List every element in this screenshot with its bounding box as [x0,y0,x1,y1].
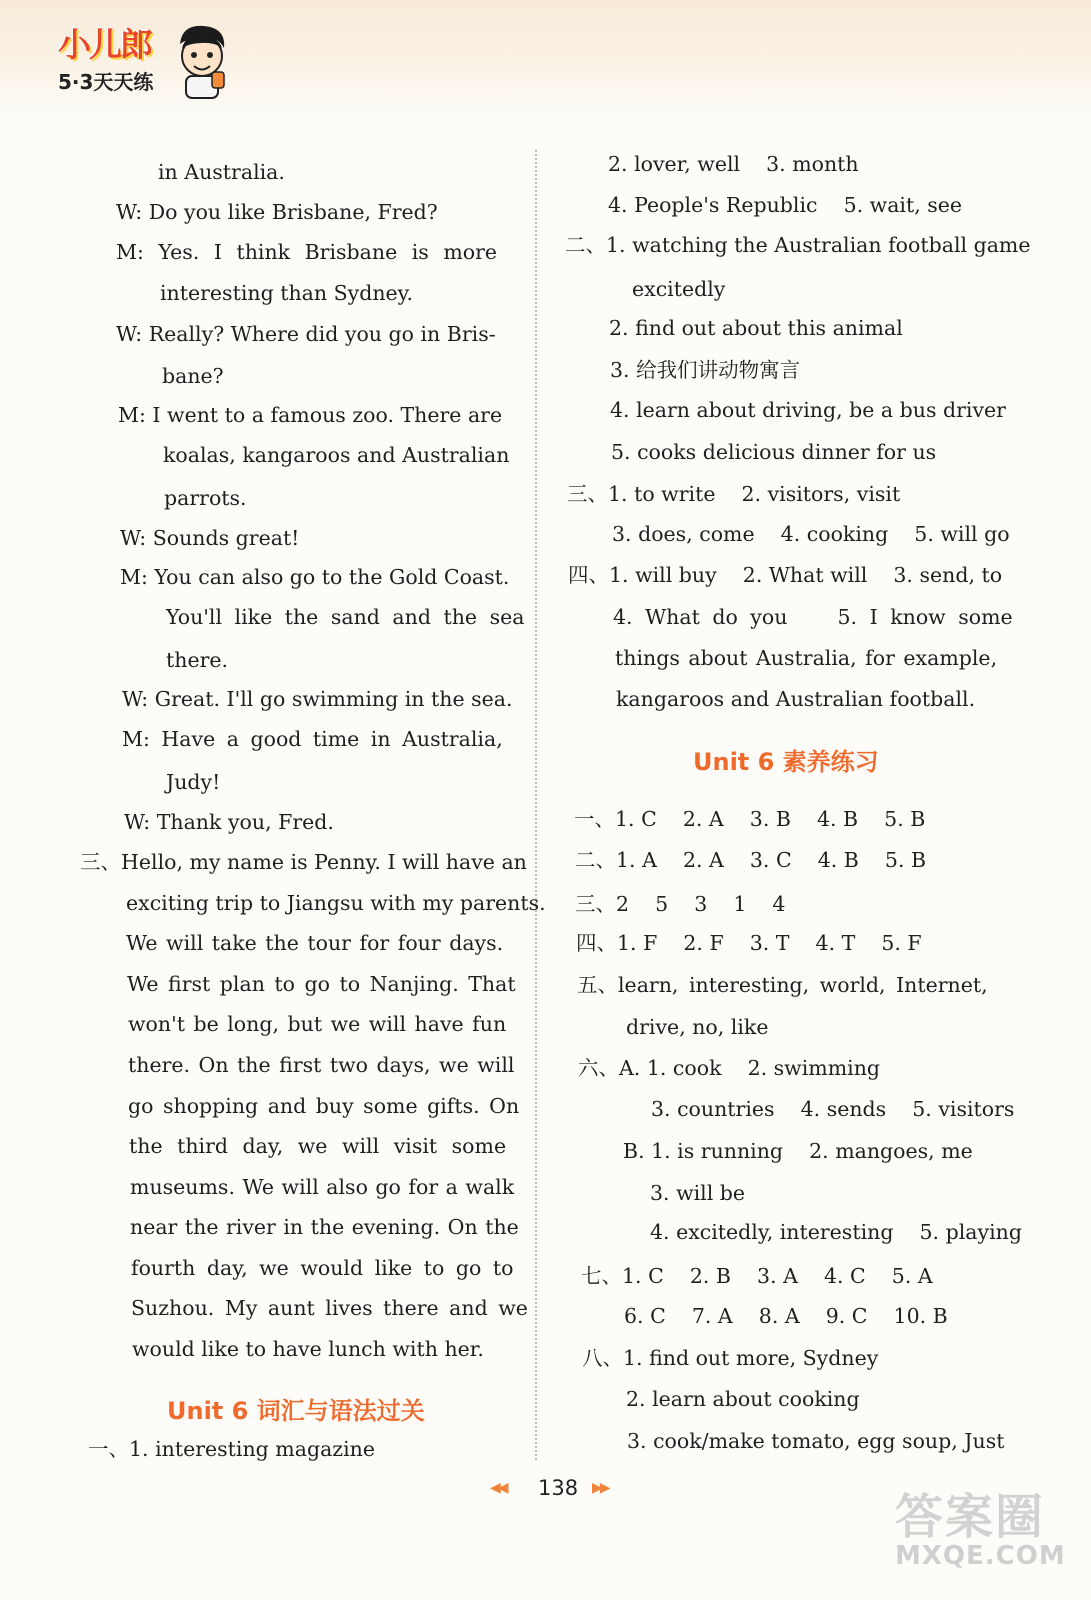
unit-heading-practice: Unit 6 素养练习 [693,748,879,776]
text-line: go shopping and buy some gifts. On [128,1094,520,1118]
header-band [0,0,1091,120]
answer-line: 6. C 7. A 8. A 9. C 10. B [624,1304,948,1328]
answer-line: 2. learn about cooking [626,1387,860,1411]
text-line: museums. We will also go for a walk [130,1175,515,1199]
watermark-top: 答案圈 [895,1489,1046,1545]
answer-line: 四、1. F 2. F 3. T 4. T 5. F [576,931,922,955]
answer-line: excitedly [632,277,726,301]
answer-line: 3. countries 4. sends 5. visitors [651,1097,1015,1121]
text-line: You'll like the sand and the sea [166,605,525,629]
next-arrows-icon: ▶▶ [592,1480,608,1496]
answer-line: 3. 给我们讲动物寓言 [610,358,801,382]
answer-line: 三、2 5 3 1 4 [575,892,786,916]
logo-subtitle: 5·3天天练 [58,70,154,94]
answer-line: 二、1. watching the Australian football game [565,233,1031,257]
text-line: W: Great. I'll go swimming in the sea. [122,687,513,711]
text-line: W: Thank you, Fred. [124,810,334,834]
prev-arrows-icon: ◀◀ [490,1480,506,1496]
answer-line: 4. People's Republic 5. wait, see [608,193,963,217]
answer-line: 5. cooks delicious dinner for us [611,440,937,464]
answer-line: 八、1. find out more, Sydney [582,1346,879,1370]
answer-line: 2. lover, well 3. month [608,152,859,176]
text-line: M: I went to a famous zoo. There are [118,403,503,427]
answer-line: B. 1. is running 2. mangoes, me [623,1139,973,1163]
answer-line: 五、learn, interesting, world, Internet, [577,973,988,997]
text-line: in Australia. [158,160,285,184]
page-number: 138 [538,1476,579,1500]
text-line: the third day, we will visit some [129,1134,507,1158]
answer-line: things about Australia, for example, [615,646,998,670]
mascot-boy-icon [172,22,232,102]
text-line: would like to have lunch with her. [132,1337,484,1361]
text-line: near the river in the evening. On the [130,1215,519,1239]
column-divider [535,150,537,1460]
text-line: W: Do you like Brisbane, Fred? [116,200,438,224]
answer-line: drive, no, like [626,1015,769,1039]
text-line: W: Really? Where did you go in Bris- [116,322,496,346]
text-line: We will take the tour for four days. [126,931,504,955]
text-line: We first plan to go to Nanjing. That [127,972,516,996]
answer-line: 4. excitedly, interesting 5. playing [650,1220,1022,1244]
unit-heading-vocab-grammar: Unit 6 词汇与语法过关 [167,1397,425,1425]
text-line: M: You can also go to the Gold Coast. [120,565,510,589]
text-line: interesting than Sydney. [160,281,414,305]
answer-line: 3. cook/make tomato, egg soup, Just [627,1429,1005,1453]
answer-line: 一、1. C 2. A 3. B 4. B 5. B [574,807,926,831]
answer-line: 四、1. will buy 2. What will 3. send, to [568,563,1003,587]
text-line: Judy! [166,770,221,794]
text-line: 一、1. interesting magazine [88,1437,375,1461]
text-line: won't be long, but we will have fun [128,1012,507,1036]
watermark-bottom: MXQE.COM [895,1541,1066,1571]
text-line: M: Have a good time in Australia, [122,727,503,751]
logo [58,25,154,95]
text-line: there. On the first two days, we will [128,1053,515,1077]
text-line: fourth day, we would like to go to [131,1256,514,1280]
text-line: koalas, kangaroos and Australian [163,443,510,467]
text-line: bane? [162,364,224,388]
text-line: 三、Hello, my name is Penny. I will have an [80,850,527,874]
answer-line: kangaroos and Australian football. [616,687,976,711]
logo-title: 小儿郎 [58,25,151,64]
answer-line: 七、1. C 2. B 3. A 4. C 5. A [581,1264,933,1288]
text-line: there. [166,648,229,672]
answer-line: 4. What do you 5. I know some [613,605,1013,629]
text-line: W: Sounds great! [120,526,300,550]
answer-line: 三、1. to write 2. visitors, visit [567,482,901,506]
text-line: Suzhou. My aunt lives there and we [131,1296,528,1320]
text-line: M: Yes. I think Brisbane is more [116,240,498,264]
answer-line: 4. learn about driving, be a bus driver [610,398,1006,422]
answer-line: 3. does, come 4. cooking 5. will go [612,522,1010,546]
text-line: exciting trip to Jiangsu with my parents. [126,891,546,915]
text-line: parrots. [164,486,247,510]
answer-line: 六、A. 1. cook 2. swimming [578,1056,881,1080]
watermark [895,1478,1065,1588]
answer-line: 2. find out about this animal [609,316,903,340]
answer-line: 二、1. A 2. A 3. C 4. B 5. B [575,848,927,872]
answer-line: 3. will be [650,1181,746,1205]
